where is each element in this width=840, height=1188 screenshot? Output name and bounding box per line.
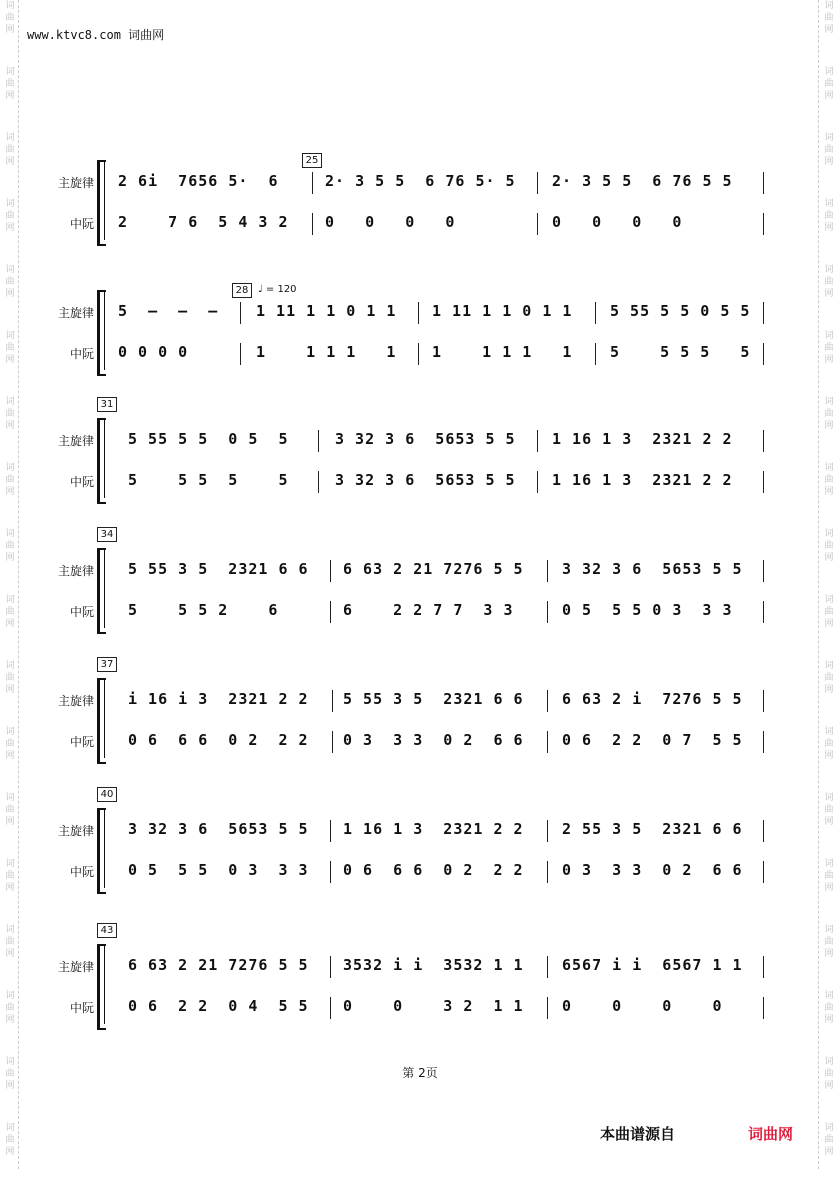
- watermark-group: 词 曲 网: [5, 595, 15, 629]
- upper-measure-notes: 1 11 1 1 0 1 1: [256, 302, 397, 320]
- site-header: www.ktvc8.com 词曲网: [27, 28, 165, 42]
- barline: [318, 430, 319, 452]
- barline: [330, 956, 331, 978]
- watermark-group: 词 曲 网: [824, 331, 834, 365]
- watermark-group: 词 曲 网: [824, 67, 834, 101]
- score-system: [0, 280, 840, 380]
- barline: [547, 690, 548, 712]
- watermark-group: 词 曲 网: [5, 397, 15, 431]
- lower-measure-notes: 5 5 5 5 5: [128, 471, 289, 489]
- lower-measure-notes: 0 5 5 5 0 3 3 3: [128, 861, 309, 879]
- part-label-upper: 主旋律: [57, 564, 94, 578]
- watermark-group: 词 曲 网: [5, 199, 15, 233]
- watermark-group: 词 曲 网: [5, 1057, 15, 1091]
- watermark-group: 词 曲 网: [5, 661, 15, 695]
- part-label-upper: 主旋律: [57, 434, 94, 448]
- lower-measure-notes: 1 1 1 1 1: [256, 343, 397, 361]
- upper-measure-notes: 6 63 2 21 7276 5 5: [128, 956, 309, 974]
- barline: [763, 731, 764, 753]
- lower-measure-notes: 6 2 2 7 7 3 3: [343, 601, 514, 619]
- barline: [547, 601, 548, 623]
- watermark-group: 词 曲 网: [824, 595, 834, 629]
- system-line: [104, 420, 105, 498]
- watermark-group: 词 曲 网: [824, 463, 834, 497]
- lower-measure-notes: 0 0 0 0: [118, 343, 189, 361]
- system-line: [104, 292, 105, 370]
- barline: [547, 997, 548, 1019]
- watermark-group: 词 曲 网: [824, 793, 834, 827]
- barline: [763, 956, 764, 978]
- watermark-group: 词 曲 网: [824, 199, 834, 233]
- barline: [595, 302, 596, 324]
- barline: [547, 956, 548, 978]
- upper-measure-notes: 5 – – –: [118, 302, 219, 320]
- barline: [763, 471, 764, 493]
- upper-measure-notes: i 16 i 3 2321 2 2: [128, 690, 309, 708]
- barline: [318, 471, 319, 493]
- barline: [332, 690, 333, 712]
- upper-measure-notes: 6 63 2 i 7276 5 5: [562, 690, 743, 708]
- part-label-lower: 中阮: [69, 217, 94, 231]
- barline: [763, 560, 764, 582]
- watermark-group: 词 曲 网: [824, 661, 834, 695]
- lower-measure-notes: 2 7 6 5 4 3 2: [118, 213, 289, 231]
- brand-logo-text: 词曲网: [748, 1125, 794, 1143]
- upper-measure-notes: 6 63 2 21 7276 5 5: [343, 560, 524, 578]
- watermark-group: 词 曲 网: [824, 1123, 834, 1157]
- barline: [547, 820, 548, 842]
- barline: [330, 601, 331, 623]
- lower-measure-notes: 0 0 0 0: [552, 213, 683, 231]
- tempo-marking: ♩ = 120: [258, 284, 297, 295]
- barline: [763, 601, 764, 623]
- barline: [240, 343, 241, 365]
- watermark-group: 词 曲 网: [5, 67, 15, 101]
- barline: [418, 343, 419, 365]
- score-system: [0, 925, 840, 1034]
- watermark-group: 词 曲 网: [824, 925, 834, 959]
- barline: [763, 302, 764, 324]
- upper-measure-notes: 1 16 1 3 2321 2 2: [552, 430, 733, 448]
- upper-measure-notes: 5 55 3 5 2321 6 6: [128, 560, 309, 578]
- barline: [240, 302, 241, 324]
- barline: [547, 731, 548, 753]
- watermark-group: 词 曲 网: [824, 859, 834, 893]
- barline: [763, 861, 764, 883]
- part-label-lower: 中阮: [69, 1001, 94, 1015]
- barline: [763, 430, 764, 452]
- part-label-upper: 主旋律: [57, 306, 94, 320]
- watermark-group: 词 曲 网: [5, 1123, 15, 1157]
- barline: [763, 213, 764, 235]
- lower-measure-notes: 1 1 1 1 1: [432, 343, 573, 361]
- lower-measure-notes: 0 0 3 2 1 1: [343, 997, 524, 1015]
- barline: [330, 560, 331, 582]
- part-label-lower: 中阮: [69, 347, 94, 361]
- lower-measure-notes: 0 5 5 5 0 3 3 3: [562, 601, 733, 619]
- barline: [332, 731, 333, 753]
- score-system: [0, 789, 840, 898]
- lower-measure-notes: 0 3 3 3 0 2 6 6: [343, 731, 524, 749]
- watermark-group: 词 曲 网: [824, 1057, 834, 1091]
- lower-measure-notes: 5 5 5 2 6: [128, 601, 279, 619]
- watermark-group: 词 曲 网: [5, 331, 15, 365]
- barline: [547, 861, 548, 883]
- barline: [763, 343, 764, 365]
- part-label-upper: 主旋律: [57, 824, 94, 838]
- upper-measure-notes: 3 32 3 6 5653 5 5: [128, 820, 309, 838]
- upper-measure-notes: 3 32 3 6 5653 5 5: [562, 560, 743, 578]
- lower-measure-notes: 0 6 6 6 0 2 2 2: [128, 731, 309, 749]
- watermark-group: 词 曲 网: [5, 925, 15, 959]
- barline: [763, 172, 764, 194]
- upper-measure-notes: 2· 3 5 5 6 76 5· 5: [325, 172, 516, 190]
- watermark-group: 词 曲 网: [5, 727, 15, 761]
- lower-measure-notes: 5 5 5 5 5: [610, 343, 751, 361]
- upper-measure-notes: 1 11 1 1 0 1 1: [432, 302, 573, 320]
- score-system: [0, 659, 840, 768]
- score-system: [0, 529, 840, 638]
- upper-measure-notes: 1 16 1 3 2321 2 2: [343, 820, 524, 838]
- barline: [763, 690, 764, 712]
- part-label-lower: 中阮: [69, 475, 94, 489]
- barline: [418, 302, 419, 324]
- watermark-group: 词 曲 网: [5, 529, 15, 563]
- barline: [763, 997, 764, 1019]
- barline: [312, 172, 313, 194]
- upper-measure-notes: 3532 i i 3532 1 1: [343, 956, 524, 974]
- barline: [547, 560, 548, 582]
- measure-number: 34: [97, 527, 117, 542]
- system-line: [104, 162, 105, 240]
- score-system: [0, 399, 840, 508]
- upper-measure-notes: 5 55 5 5 0 5 5: [128, 430, 289, 448]
- measure-number: 25: [302, 153, 322, 168]
- upper-measure-notes: 2 55 3 5 2321 6 6: [562, 820, 743, 838]
- page-number: 第 2页: [402, 1066, 438, 1080]
- watermark-group: 词 曲 网: [824, 727, 834, 761]
- part-label-upper: 主旋律: [57, 176, 94, 190]
- upper-measure-notes: 5 55 5 5 0 5 5: [610, 302, 751, 320]
- part-label-lower: 中阮: [69, 735, 94, 749]
- watermark-group: 词 曲 网: [824, 397, 834, 431]
- part-label-lower: 中阮: [69, 865, 94, 879]
- watermark-group: 词 曲 网: [5, 463, 15, 497]
- part-label-lower: 中阮: [69, 605, 94, 619]
- lower-measure-notes: 0 0 0 0: [325, 213, 456, 231]
- measure-number: 31: [97, 397, 117, 412]
- watermark-group: 词 曲 网: [824, 265, 834, 299]
- watermark-group: 词 曲 网: [5, 991, 15, 1025]
- watermark-group: 词 曲 网: [824, 133, 834, 167]
- barline: [537, 213, 538, 235]
- score-system: [0, 150, 840, 250]
- measure-number: 37: [97, 657, 117, 672]
- system-line: [104, 810, 105, 888]
- lower-measure-notes: 0 6 2 2 0 7 5 5: [562, 731, 743, 749]
- measure-number: 40: [97, 787, 117, 802]
- upper-measure-notes: 5 55 3 5 2321 6 6: [343, 690, 524, 708]
- watermark-group: 词 曲 网: [824, 1, 834, 35]
- barline: [330, 997, 331, 1019]
- lower-measure-notes: 3 32 3 6 5653 5 5: [335, 471, 516, 489]
- lower-measure-notes: 0 3 3 3 0 2 6 6: [562, 861, 743, 879]
- upper-measure-notes: 3 32 3 6 5653 5 5: [335, 430, 516, 448]
- watermark-group: 词 曲 网: [5, 265, 15, 299]
- upper-measure-notes: 6567 i i 6567 1 1: [562, 956, 743, 974]
- system-line: [104, 680, 105, 758]
- upper-measure-notes: 2 6i 7656 5· 6: [118, 172, 279, 190]
- watermark-group: 词 曲 网: [824, 991, 834, 1025]
- watermark-group: 词 曲 网: [5, 133, 15, 167]
- watermark-group: 词 曲 网: [5, 1, 15, 35]
- part-label-upper: 主旋律: [57, 960, 94, 974]
- lower-measure-notes: 1 16 1 3 2321 2 2: [552, 471, 733, 489]
- system-line: [104, 946, 105, 1024]
- barline: [537, 471, 538, 493]
- lower-measure-notes: 0 0 0 0: [562, 997, 723, 1015]
- barline: [330, 861, 331, 883]
- source-label: 本曲谱源自: [600, 1125, 676, 1143]
- barline: [330, 820, 331, 842]
- measure-number: 28: [232, 283, 252, 298]
- barline: [537, 430, 538, 452]
- barline: [312, 213, 313, 235]
- watermark-group: 词 曲 网: [5, 793, 15, 827]
- upper-measure-notes: 2· 3 5 5 6 76 5 5: [552, 172, 733, 190]
- part-label-upper: 主旋律: [57, 694, 94, 708]
- barline: [537, 172, 538, 194]
- barline: [763, 820, 764, 842]
- system-line: [104, 550, 105, 628]
- measure-number: 43: [97, 923, 117, 938]
- lower-measure-notes: 0 6 6 6 0 2 2 2: [343, 861, 524, 879]
- watermark-group: 词 曲 网: [5, 859, 15, 893]
- watermark-group: 词 曲 网: [824, 529, 834, 563]
- lower-measure-notes: 0 6 2 2 0 4 5 5: [128, 997, 309, 1015]
- barline: [595, 343, 596, 365]
